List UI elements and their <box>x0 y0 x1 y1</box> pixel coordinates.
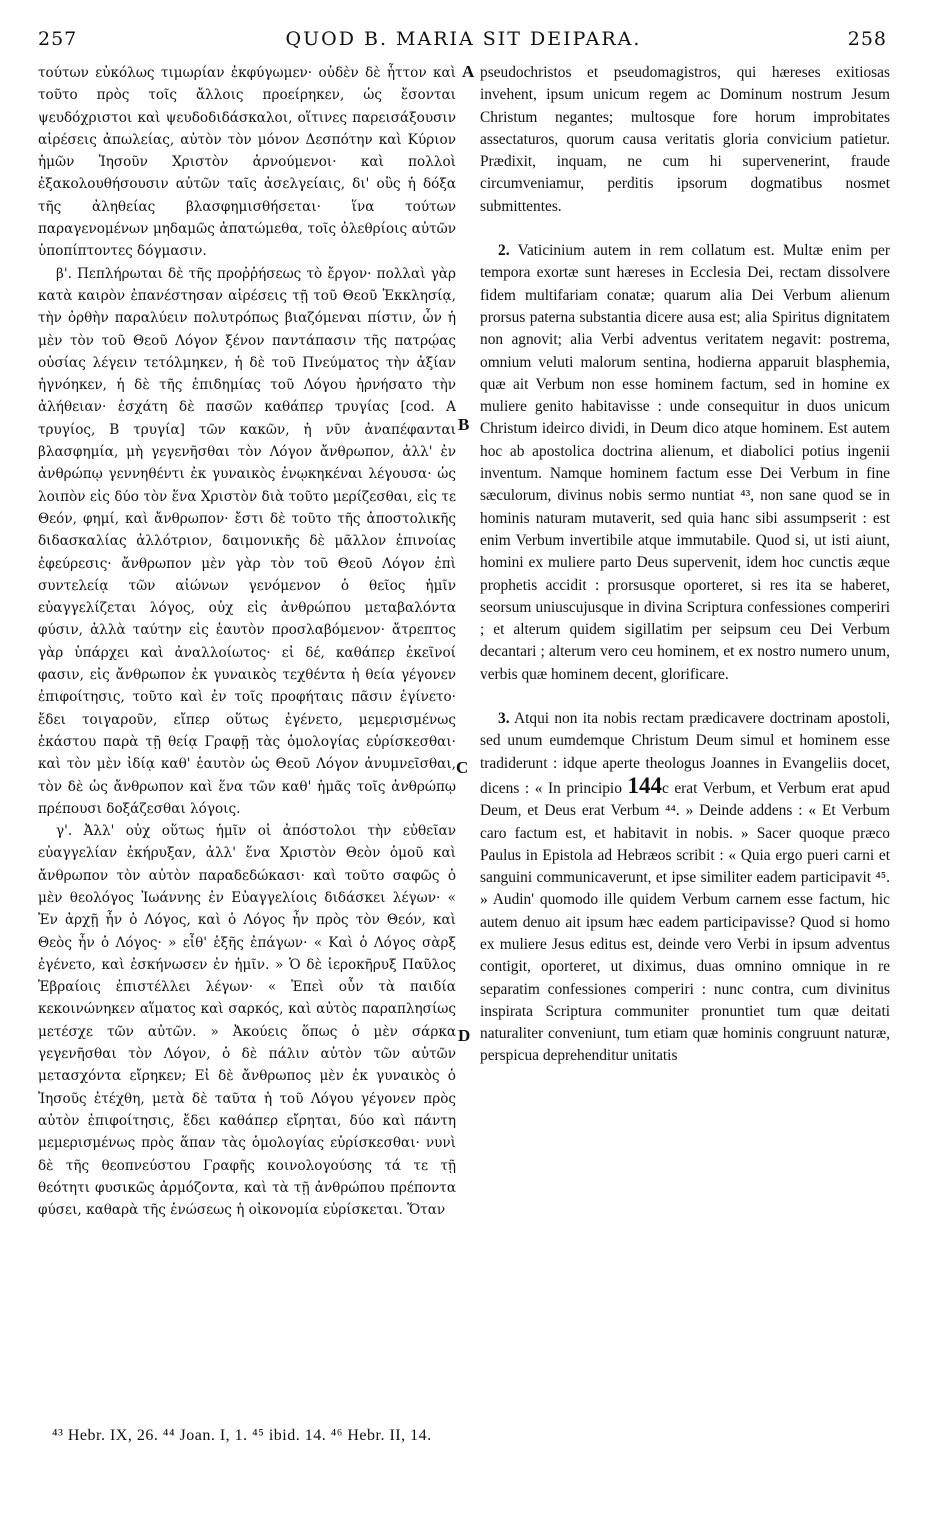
greek-paragraph-3-text: γ'. Ἀλλ' οὐχ οὕτως ἡμῖν οἱ ἀπόστολοι τὴν εὐθεῖαν εὐαγγελίαν ἐκήρυξαν, ἀλλ' ἕνα Χριστὸν Θεὸν ὁμοῦ καὶ ἄνθρωπον τὸν αὐτὸν παραδεδώκασι· καὶ τοῦτο σαφῶς ὁ μὲν θεολόγος Ἰωάννης ἐν Εὐαγγελίοις διδάσκει λέγων· « Ἐν ἀρχῇ ἦν ὁ Λόγος, καὶ ὁ Λόγος ἦν πρὸς τὸν Θεόν, καὶ Θεὸς ἦν ὁ Λόγος· » εἶθ' ἑξῆς ἐπάγων· « Καὶ ὁ Λόγος σὰρξ ἐγένετο, καὶ ἐσκήνωσεν ἐν ἡμῖν. » Ὁ δὲ ἱεροκῆρυξ Παῦλος Ἑβραίοις ἐπιστέλλει λέγων· « Ἐπεὶ οὖν τὰ παιδία κεκοινώνηκεν αἵματος καὶ σαρκός, καὶ αὐτὸς παραπλησίως μετέσχε τῶν αὐτῶν. » Ἀκούεις ὅπως ὁ μὲν σάρκα γεγενῆσθαι τὸν Λόγον, ὁ δὲ πάλιν αὐτὸν τῶν αὐτῶν μετασχόντα εἴρηκεν; Εἰ δὲ ἄνθρωπος μὲν ἐκ γυναικὸς ὁ Ἰησοῦς ἐτέχθη, μετὰ δὲ ταῦτα ἡ τοῦ Λόγου γέγονεν πρὸς αὐτὸν ἐπιφοίτησις, ἔδει καθάπερ εἴρηται, δύο καὶ πάντη μεμερισμένως πρὸς ἅπαν τὰς ὁμολογίας εὑρίσκεσθαι· νυνὶ δὲ τῆς θεοπνεύστου Γραφῆς κοινολογούσης τά τε τῇ θεότητι φυσικῶς ἁρμόζοντα, καὶ τὰ τῇ ἀνθρώπου πρέποντα φύσει, καθαρὰ τῆς ἑνώσεως ἡ οἰκονομία εὑρίσκεται. Ὅταν <box>38 823 456 1219</box>
margin-letter-a: A <box>462 62 475 81</box>
running-title: QUOD B. MARIA SIT DEIPARA. <box>285 28 642 50</box>
latin-paragraph-3 <box>480 708 890 1068</box>
latin-paragraph-2 <box>480 240 890 686</box>
latin-paragraph-3b-text: c erat Verbum, et Verbum erat apud Deum, et Deus erat Verbum ⁴⁴. » Deinde addens : « Et Verbum caro factum est, et habitavit in nobis. » Sacer quoque præco Paulus in Epistola ad Hebræos scribit : « Quia ergo pueri carni et sanguini communicaverunt, et ipse similiter eadem participavit ⁴⁵. » Audin' quomodo ille quidem Verbum carnem esse factum, hic autem denuo ait ipsum hæc eadem participavisse? Quod si homo ex muliere Jesus editus est, deinde vero Verbi in ipsum adventus contigit, oporteret, ut diximus, duas omnino omnique in re separatim confessiones comperiri : nunc contra, cum divinitus inspirata Scriptura communiter pronuntiet tum quæ deitati naturaliter conveniunt, tum etiam quæ hominis congruunt naturæ, perspicua deprehenditur unitatis <box>480 779 890 1065</box>
greek-paragraph-2-text: β'. Πεπλήρωται δὲ τῆς προῤῥήσεως τὸ ἔργον· πολλαὶ γὰρ κατὰ καιρὸν ἐπανέστησαν αἱρέσεις τῇ τοῦ Θεοῦ Ἐκκλησίᾳ, τὴν ὀρθὴν παραλύειν πολυτρόπως βιαζόμεναι πίστιν, ὧν ἡ μὲν τὸν τοῦ Θεοῦ Λόγον ξένον παντάπασιν τῆς πατρῴας οὐσίας λέγειν τετόλμηκεν, ἡ δὲ τοῦ Πνεύματος τὴν ἀξίαν ἠγνόηκεν, ἡ δὲ τῆς ἐπιδημίας τοῦ Λόγου ἠρνήσατο τὴν ἀλήθειαν· ἐσχάτη δὲ πασῶν καθάπερ τρυγίας [cod. A τρυγίος, B τρυγία] τῶν κακῶν, ἡ νῦν ἀναπέφανται βλασφημία, μὴ γεγενῆσθαι τὸν Λόγον ἄνθρωπον, ἀλλ' ἐν ἀνθρώπῳ γεννηθέντι ἐκ γυναικὸς ἐνῳκηκέναι λέγουσα· ὡς λοιπὸν εἰς δύο τὸν ἕνα Χριστὸν διὰ τοῦτο μερίζεσθαι, εἰς τε Θεόν, φημί, καὶ ἄνθρωπον· ἔστι δὲ τοῦτο τῆς ἀποστολικῆς διδασκαλίας ἀλλότριον, δαιμονικῆς δὲ μᾶλλον ἐπινοίας ἐφεύρεσις· ἄνθρωπον μὲν γὰρ τὸν τοῦ Θεοῦ Λόγον ἐπὶ συντελείᾳ τῶν αἰώνων γενόμενον ὁ θεῖος ἡμῖν εὐαγγελίζεται λόγος, οὐχ εἰς ἀνθρώπου μεταβαλόντα φύσιν, ἀλλὰ ταύτην εἰς ἑαυτὸν προσλαβόμενον· ἄτρεπτος γὰρ ὑπάρχει καὶ ἀναλλοίωτος· εἰ δέ, καθάπερ ἐκεῖνοί φασιν, εἰς ἄνθρωπον ἐκ γυναικὸς τεχθέντα ἡ θεία γέγονεν ἐπιφοίτησις, τοῦτο καὶ ἐν τοῖς προφήταις πᾶσιν ἐγίνετο· ἔδει τοιγαροῦν, εἴπερ οὕτως ἐγένετο, μεμερισμένως ἑκάστου παρὰ τῇ θείᾳ Γραφῇ τὰς ὁμολογίας εὑρίσκεσθαι· καὶ τὸν μὲν ἰδίᾳ καθ' ἑαυτὸν ὡς Θεοῦ Λόγον ἀνυμνεῖσθαι, τὸν δὲ ὡς ἄνθρωπον καὶ ἕνα τῶν καθ' ἡμᾶς τοῖς ἀνθρώπῳ πρέπουσι δοξάζεσθαι λόγοις. <box>38 265 456 817</box>
latin-paragraph-3a-text: Atqui non ita nobis rectam prædicavere doctrinam apostoli, sed unum eumdemque Christum Deum simul et hominem esse tradiderunt : idque aperte theologus Joannes in Evangeliis docet, dicens : « In principio <box>480 710 891 797</box>
latin-paragraph-1: pseudochristos et pseudomagistros, qui hæreses exitiosas invehent, ipsum unicum regem ac Dominum nostrum Jesum Christum negantes; multosque fore horum improbitates assectaturos, quorum causa veritatis gloria convicium patietur. Prædixit, inquam, ne cum hi supervenerint, fraude circumveniamur, perditis ipsorum dogmatibus nosmet submittentes. <box>480 64 890 215</box>
margin-letter-b: B <box>458 415 470 434</box>
margin-letter-d: D <box>458 1026 471 1045</box>
latin-paragraph-2-text: Vaticinium autem in rem collatum est. Multæ enim per tempora exortæ sunt hæreses in Ecclesia Dei, rectam dissolvere fidem multifariam conatæ; quarum alia Dei Verbum alienum prorsus paterna substantia dicere ausa est; alia Spiritus dignitatem non agnovit; alia Verbi adventus veritatem negavit: postrema, omnium veluti malorum sentina, hodierna apparuit blasphemia, quæ ait Verbum non esse hominem factum, sed in homine ex muliere genito habitavisse : unde consequitur in duos unicum Christum ideirco dividi, in Deum dico atque hominem. Est autem hoc ab apostolica doctrina alienum, et diabolici potius ingenii inventum. Namque hominem factum esse Dei Verbum in fine sæculorum, divinus nobis sermo nuntiat ⁴³, non sane quod se in hominis naturam mutaverit, sed quia hanc sibi assumpserit : est enim Verbum invertibile atque immutabile. Quod si, ut isti aiunt, homini ex muliere parto Deus supervenit, idem hoc cunctis æque prophetis accidit : prorsusque oporteret, si res ita se haberet, seorsum uniuscujusque in divina Scriptura confessiones comperiri ; et alterum quidem sigillatim per seipsum ceu Dei Verbum decantari ; alterum vero ceu hominem, et ex nostro numero unum, verbis quæ hominem decent, glorificare. <box>480 242 890 683</box>
column-page-marker: 144 <box>627 772 662 798</box>
latin-column <box>480 62 890 1068</box>
greek-paragraph-2 <box>38 263 456 820</box>
greek-paragraph-1: τούτων εὐκόλως τιμωρίαν ἐκφύγωμεν· οὐδὲν δὲ ἧττον καὶ τοῦτο πρὸς τοῖς ἄλλοις προείρηκεν, ὡς ἔσονται ψευδόχριστοι καὶ ψευδοδιδάσκαλοι, οἵτινες παρεισάξουσιν αἱρέσεις ἀπωλείας, αὐτὸν τὸν μόνον Δεσπότην καὶ Κύριον ἡμῶν Ἰησοῦν Χριστὸν ἀρνούμενοι· καὶ πολλοὶ ἐξακολουθήσουσιν αὐτῶν ταῖς ἀσελγείαις, δι' οὓς ἡ δόξα τῆς ἀληθείας βλασφημισθήσεται· ἵνα τούτων παραγενομένων μηδαμῶς ἀπατώμεθα, τοῖς ὀλεθρίοις αὐτῶν ὑποπίπτοντες δόγμασιν. <box>38 65 456 260</box>
greek-column <box>38 62 456 1221</box>
page-number-right: 258 <box>847 28 887 50</box>
greek-paragraph-3 <box>38 820 456 1221</box>
margin-letter-c: C <box>456 758 469 777</box>
page-number-left: 257 <box>38 28 78 50</box>
latin-section-number-2: 2. <box>498 242 510 260</box>
latin-section-number-3: 3. <box>498 710 510 728</box>
footnotes: ⁴³ Hebr. IX, 26. ⁴⁴ Joan. I, 1. ⁴⁵ ibid. 14. ⁴⁶ Hebr. II, 14. <box>52 1427 432 1444</box>
